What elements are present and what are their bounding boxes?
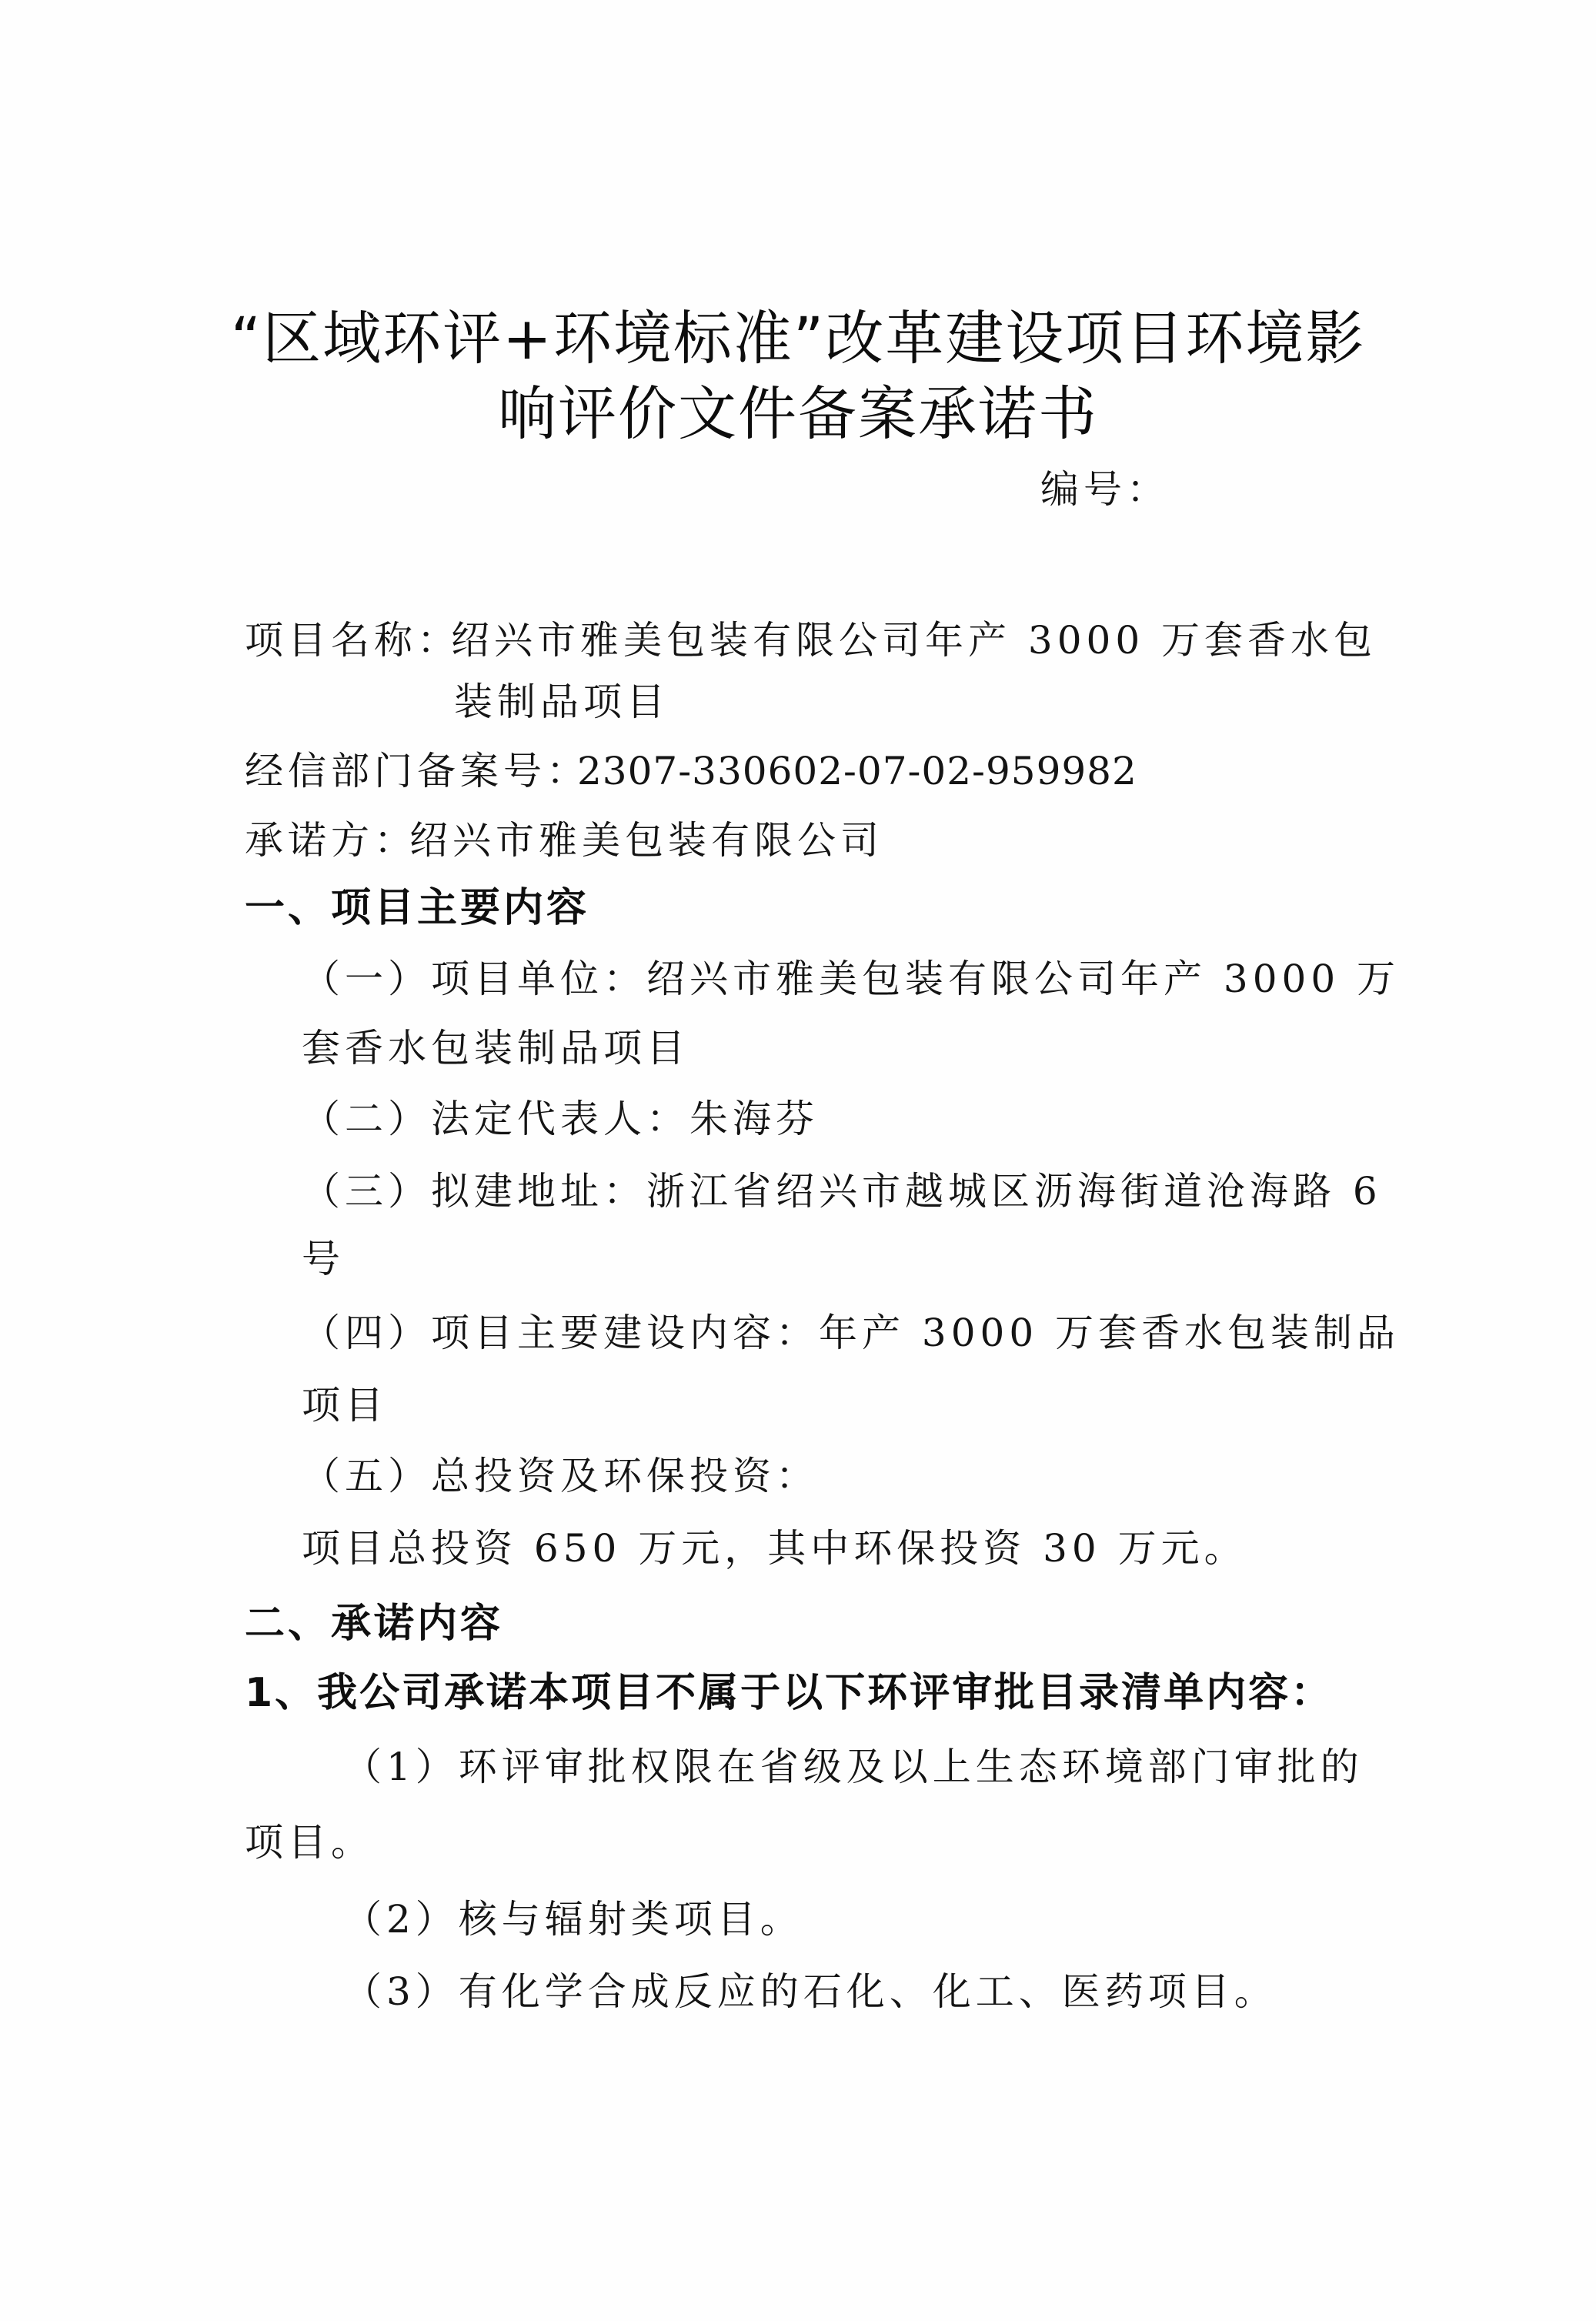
section-2-heading: 二、承诺内容 — [245, 1601, 504, 1647]
item-3-line-1: （三）拟建地址：浙江省绍兴市越城区沥海街道沧海路 6 — [302, 1169, 1382, 1214]
section-1-heading: 一、项目主要内容 — [245, 885, 590, 931]
document-title-line-2: 响评价文件备案承诺书 — [498, 379, 1098, 448]
item-3-line-2: 号 — [302, 1237, 345, 1281]
item-1-line-1: （一）项目单位：绍兴市雅美包装有限公司年产 3000 万 — [302, 957, 1401, 1001]
item-4-line-1: （四）项目主要建设内容：年产 3000 万套香水包装制品 — [302, 1311, 1401, 1355]
promisor-label: 承诺方： — [245, 818, 417, 863]
filing-number-label: 经信部门备案号： — [245, 749, 589, 793]
list-item-1-line-1: （1）环评审批权限在省级及以上生态环境部门审批的 — [343, 1745, 1364, 1789]
list-item-2: （2）核与辐射类项目。 — [343, 1897, 803, 1942]
project-name-line-2: 装制品项目 — [454, 680, 669, 724]
number-label: 编号： — [1040, 467, 1170, 512]
project-name-line-1: 绍兴市雅美包装有限公司年产 3000 万套香水包 — [451, 618, 1377, 663]
item-5: （五）总投资及环保投资： — [302, 1454, 819, 1498]
commitment-1-heading: 1、我公司承诺本项目不属于以下环评审批目录清单内容： — [245, 1670, 1334, 1716]
document-title-line-1: “区域环评+环境标准”改革建设项目环境影 — [230, 304, 1366, 372]
investment-text: 项目总投资 650 万元，其中环保投资 30 万元。 — [302, 1526, 1247, 1571]
list-item-1-line-2: 项目。 — [245, 1820, 374, 1865]
list-item-3: （3）有化学合成反应的石化、化工、医药项目。 — [343, 1969, 1277, 2014]
item-4-line-2: 项目 — [302, 1383, 388, 1428]
item-1-line-2: 套香水包装制品项目 — [302, 1026, 689, 1070]
project-name-label: 项目名称： — [245, 618, 460, 663]
item-2: （二）法定代表人：朱海芬 — [302, 1097, 819, 1141]
promisor-name: 绍兴市雅美包装有限公司 — [409, 818, 883, 863]
filing-number: 2307-330602-07-02-959982 — [577, 749, 1137, 793]
